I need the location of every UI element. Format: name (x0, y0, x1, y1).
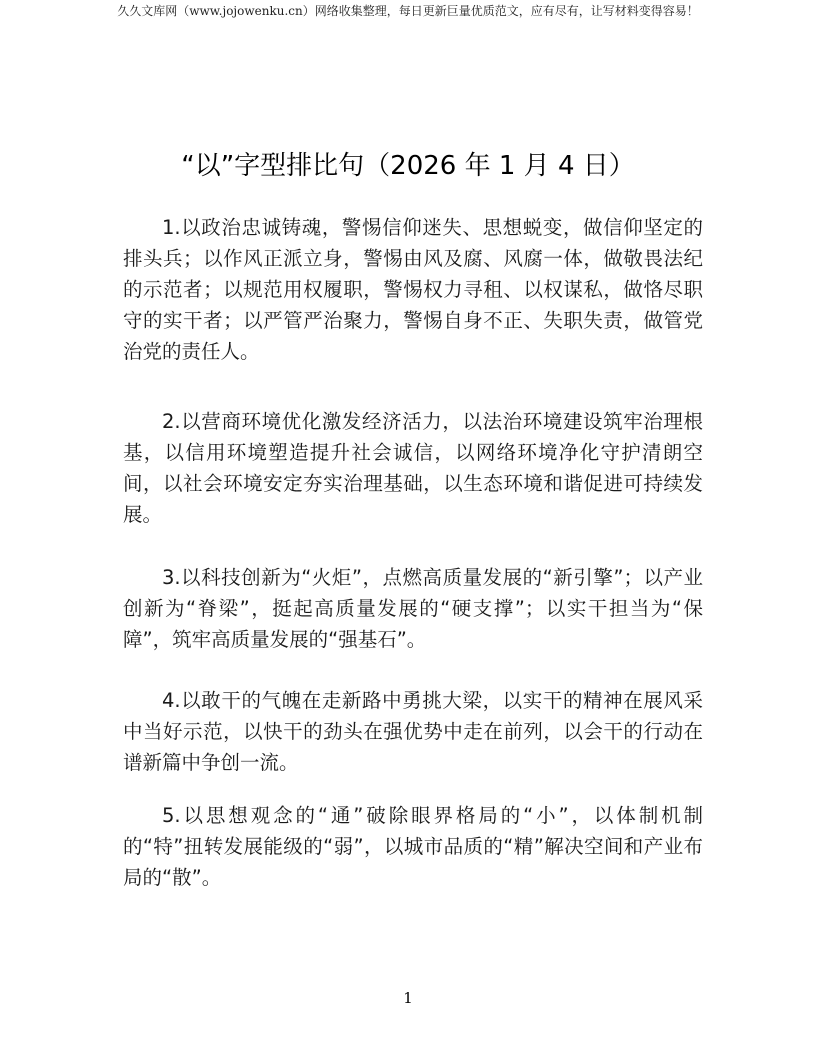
paragraph-text: 5.以思想观念的“通”破除眼界格局的“小”，以体制机制的“特”扭转发展能级的“弱”，以城市品质的“精”解决空间和产业布局的“散”。 (123, 804, 703, 889)
paragraph-5 (123, 800, 703, 893)
paragraph-text: 3.以科技创新为“火炬”，点燃高质量发展的“新引擎”；以产业创新为“脊梁”，挺起高质量发展的“硬支撑”；以实干担当为“保障”，筑牢高质量发展的“强基石”。 (123, 566, 703, 651)
paragraph-2 (123, 406, 703, 530)
header-banner: 久久文库网（www.jojowenku.cn）网络收集整理，每日更新巨量优质范文，应有尽有，让写材料变得容易！ (117, 4, 699, 18)
paragraph-text: 4.以敢干的气魄在走新路中勇挑大梁，以实干的精神在展风采中当好示范，以快干的劲头在强优势中走在前列，以会干的行动在谱新篇中争创一流。 (123, 689, 703, 774)
document-title: “以”字型排比句（2026 年 1 月 4 日） (181, 151, 635, 181)
paragraph-text: 2.以营商环境优化激发经济活力，以法治环境建设筑牢治理根基，以信用环境塑造提升社会诚信，以网络环境净化守护清朗空间，以社会环境安定夯实治理基础，以生态环境和谐促进可持续发展。 (123, 410, 703, 526)
paragraph-3 (123, 562, 703, 655)
paragraph-text: 1.以政治忠诚铸魂，警惕信仰迷失、思想蜕变，做信仰坚定的排头兵；以作风正派立身，警惕由风及腐、风腐一体，做敬畏法纪的示范者；以规范用权履职，警惕权力寻租、以权谋私，做恪尽职守的实干者；以严管严治聚力，警惕自身不正、失职失责，做管党治党的责任人。 (123, 216, 703, 363)
paragraph-4 (123, 685, 703, 778)
page-number: 1 (403, 989, 413, 1007)
paragraph-1 (123, 212, 703, 367)
